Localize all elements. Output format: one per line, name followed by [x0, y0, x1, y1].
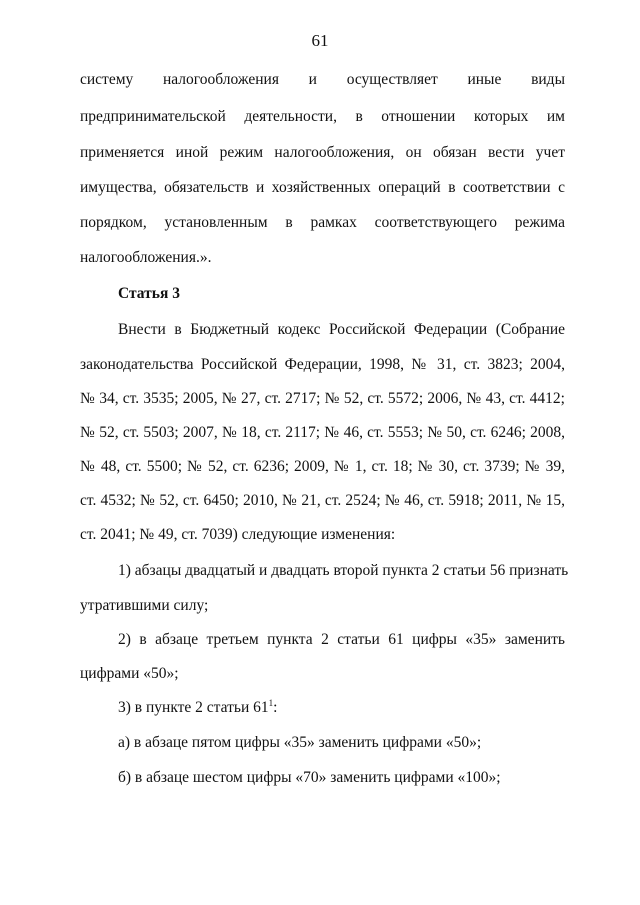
item-2-line: 2) в абзаце третьем пункта 2 статьи 61 цифры «35» заменить	[118, 631, 565, 648]
intro-line: № 34, ст. 3535; 2005, № 27, ст. 2717; № 52, ст. 5572; 2006, № 43, ст. 4412;	[80, 390, 565, 407]
intro-line: № 52, ст. 5503; 2007, № 18, ст. 2117; № 46, ст. 5553; № 50, ст. 6246; 2008,	[80, 424, 565, 441]
item-3-superscript: 1	[268, 698, 274, 708]
item-1-line: утратившими силу;	[80, 597, 209, 614]
intro-line: Внести в Бюджетный кодекс Российской Федерации (Собрание	[118, 321, 565, 338]
item-3a: а) в абзаце пятом цифры «35» заменить цифрами «50»;	[118, 734, 482, 751]
item-3	[118, 698, 565, 718]
item-2-line: цифрами «50»;	[80, 665, 179, 682]
paragraph-line: имущества, обязательств и хозяйственных операций в соответствии с	[80, 179, 565, 196]
item-3-suffix: :	[273, 699, 278, 716]
paragraph-line: систему налогообложения и осуществляет иные виды	[80, 71, 565, 88]
intro-line: № 48, ст. 5500; № 52, ст. 6236; 2009, № 1, ст. 18; № 30, ст. 3739; № 39,	[80, 458, 565, 475]
paragraph-line: порядком, установленным в рамках соответствующего режима	[80, 214, 565, 231]
paragraph-line: предпринимательской деятельности, в отношении которых им	[80, 108, 565, 125]
item-3b: б) в абзаце шестом цифры «70» заменить цифрами «100»;	[118, 769, 501, 786]
paragraph-line: применяется иной режим налогообложения, он обязан вести учет	[80, 144, 565, 161]
item-1-line: 1) абзацы двадцатый и двадцать второй пункта 2 статьи 56 признать	[118, 562, 569, 579]
page-number: 61	[311, 31, 329, 50]
intro-line: ст. 2041; № 49, ст. 7039) следующие изменения:	[80, 526, 396, 543]
intro-line: ст. 4532; № 52, ст. 6450; 2010, № 21, ст. 2524; № 46, ст. 5918; 2011, № 15,	[80, 492, 565, 509]
item-3-text: 3) в пункте 2 статьи 61	[118, 699, 269, 716]
article-heading: Статья 3	[118, 285, 180, 302]
intro-line: законодательства Российской Федерации, 1998, № 31, ст. 3823; 2004,	[80, 356, 565, 373]
paragraph-line: налогообложения.».	[80, 249, 212, 266]
